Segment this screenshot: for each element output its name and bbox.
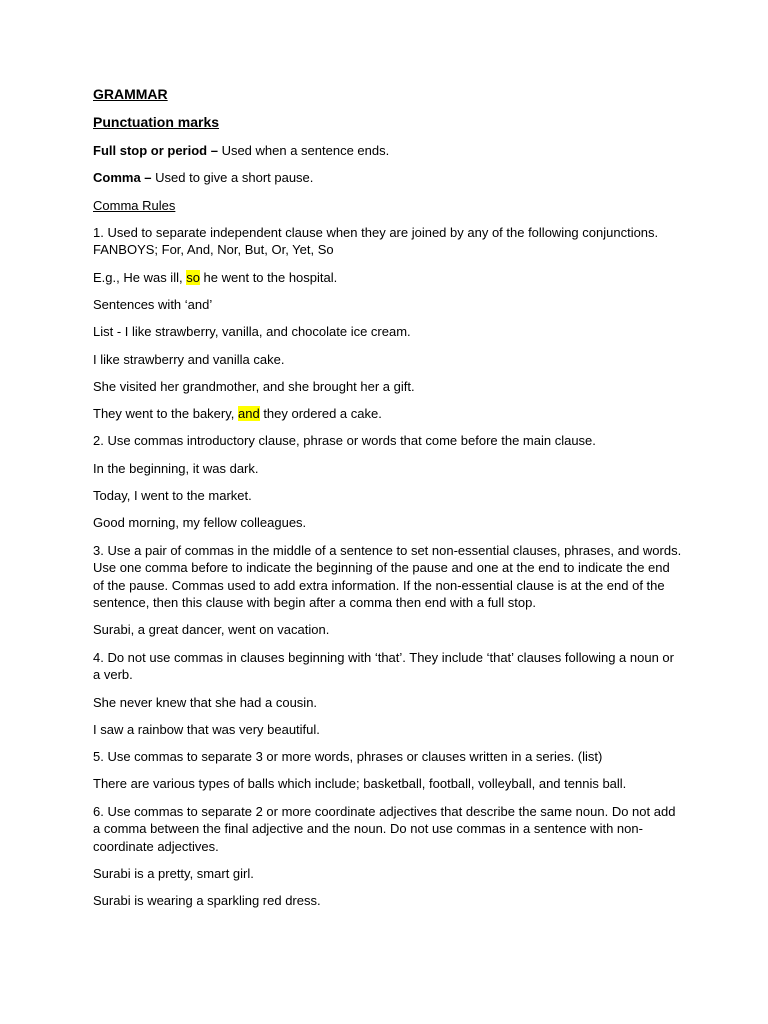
definition-term: Full stop or period – bbox=[93, 143, 218, 158]
example-sentence: She never knew that she had a cousin. bbox=[93, 694, 318, 710]
example-sentence: I like strawberry and vanilla cake. bbox=[93, 351, 285, 367]
definition-term: Comma – bbox=[93, 170, 152, 186]
example-sentence: List - I like strawberry, vanilla, and chocolate ice cream. bbox=[93, 324, 411, 340]
comma-definition bbox=[93, 169, 683, 187]
example-text: they ordered a cake. bbox=[259, 406, 382, 422]
rule-1: 1. Used to separate independent clause when they are joined by any of the following conjunctions. FANBOYS; For, And, Nor, But, Or, Yet, So bbox=[93, 224, 659, 258]
example-sentence: Today, I went to the market. bbox=[93, 488, 252, 504]
full-stop-definition bbox=[93, 142, 683, 160]
definition-text: Used when a sentence ends. bbox=[217, 143, 390, 158]
paragraph: Sentences with ‘and’ bbox=[93, 296, 213, 312]
comma-rules-heading: Comma Rules bbox=[93, 197, 176, 213]
rule-4: 4. Do not use commas in clauses beginning with ‘that’. They include ‘that’ clauses following a noun or a verb. bbox=[93, 649, 674, 683]
document-title: GRAMMAR bbox=[93, 86, 168, 102]
example-text: he went to the hospital. bbox=[199, 269, 338, 285]
section-heading: Punctuation marks bbox=[93, 113, 220, 130]
example-text: E.g., He was ill, bbox=[93, 269, 187, 285]
example-sentence: Surabi, a great dancer, went on vacation. bbox=[93, 622, 330, 638]
example-sentence bbox=[93, 269, 683, 287]
example-sentence: I saw a rainbow that was very beautiful. bbox=[93, 721, 320, 737]
example-sentence: She visited her grandmother, and she brought her a gift. bbox=[93, 378, 415, 394]
example-sentence bbox=[93, 405, 683, 423]
example-sentence: In the beginning, it was dark. bbox=[93, 460, 259, 476]
rule-3: 3. Use a pair of commas in the middle of a sentence to set non-essential clauses, phrases, and words. Use one comma before to indicate the beginning of the pause and one at the end to indicate the end of the pause. Commas used to add extra information. If the non-essential clause is at the end of the sentence, then this clause with begin after a comma then end with a full stop. bbox=[93, 542, 682, 611]
example-sentence: There are various types of balls which include; basketball, football, volleyball, and tennis ball. bbox=[93, 776, 627, 792]
rule-6: 6. Use commas to separate 2 or more coordinate adjectives that describe the same noun. Do not add a comma between the final adjective and the noun. Do not use commas in a sentence with non-coordinate adjectives. bbox=[93, 803, 676, 854]
example-sentence: Surabi is wearing a sparkling red dress. bbox=[93, 893, 321, 909]
example-sentence: Good morning, my fellow colleagues. bbox=[93, 515, 307, 531]
rule-2: 2. Use commas introductory clause, phrase or words that come before the main clause. bbox=[93, 433, 596, 449]
example-sentence: Surabi is a pretty, smart girl. bbox=[93, 866, 254, 882]
document-page bbox=[93, 86, 683, 920]
example-text: They went to the bakery, bbox=[93, 406, 238, 422]
definition-text: Used to give a short pause. bbox=[151, 170, 314, 186]
highlighted-word: and bbox=[238, 406, 260, 422]
highlighted-word: so bbox=[186, 269, 200, 285]
rule-5: 5. Use commas to separate 3 or more words, phrases or clauses written in a series. (list) bbox=[93, 749, 603, 765]
